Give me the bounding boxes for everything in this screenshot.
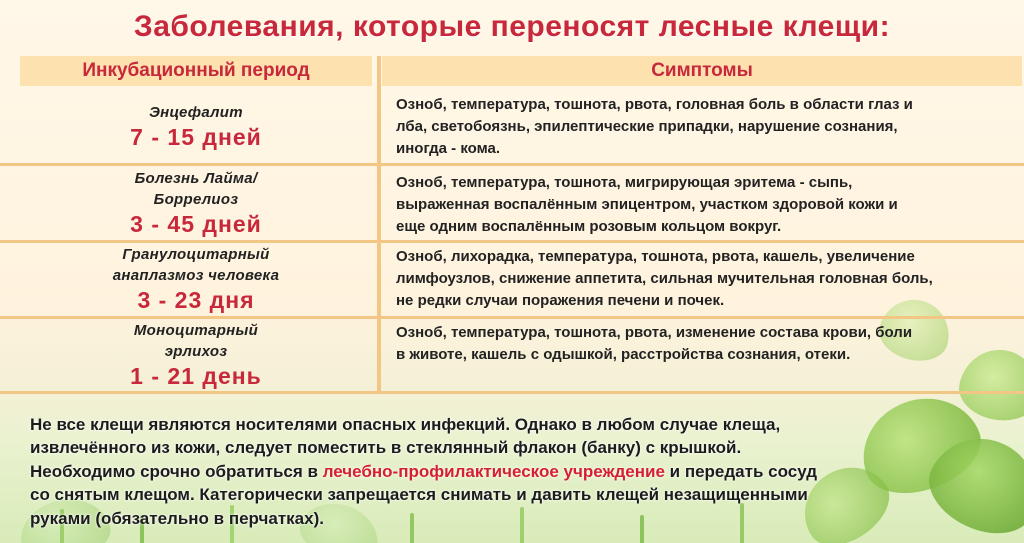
- warning-note: [30, 413, 1010, 530]
- incubation-period: 3 - 45 дней: [130, 210, 262, 237]
- symptoms-line: Озноб, температура, тошнота, мигрирующая эритема - сыпь,: [396, 174, 853, 191]
- symptoms-line: в животе, кашель с одышкой, расстройства сознания, отеки.: [396, 346, 851, 363]
- incubation-period: 3 - 23 дня: [137, 287, 255, 313]
- note-text: Необходимо срочно обратиться в: [30, 461, 323, 481]
- incubation-period: 7 - 15 дней: [130, 123, 262, 150]
- note-line: [30, 460, 1010, 483]
- symptoms-line: иногда - кома.: [396, 140, 500, 157]
- highlighted-institution: лечебно-профилактическое учреждение: [322, 461, 665, 481]
- symptoms-line: Озноб, температура, тошнота, рвота, головная боль в области глаз и: [396, 96, 913, 113]
- note-line: извлечённого из кожи, следует поместить в стеклянный флакон (банку) с крышкой.: [30, 438, 742, 458]
- column-header-symptoms: Симптомы: [382, 56, 1022, 86]
- table-row-symptoms: [396, 94, 1014, 160]
- symptoms-line: Озноб, лихорадка, температура, тошнота, рвота, кашель, увеличение: [396, 248, 915, 265]
- symptoms-line: лимфоузлов, снижение аппетита, сильная мучительная головная боль,: [396, 270, 933, 287]
- table-row-symptoms: [396, 172, 1014, 238]
- column-divider: [377, 56, 381, 393]
- symptoms-line: лба, светобоязнь, эпилептические припадки, нарушение сознания,: [396, 118, 898, 135]
- disease-name: Энцефалит: [149, 103, 243, 121]
- table-row-period: [20, 90, 372, 162]
- incubation-period: 1 - 21 день: [130, 363, 262, 389]
- note-line: со снятым клещом. Категорически запрещается снимать и давить клещей незащищенными: [30, 485, 808, 505]
- table-row-symptoms: [396, 246, 1014, 312]
- table-bottom-border: [0, 391, 1024, 394]
- note-line: Не все клещи являются носителями опасных инфекций. Однако в любом случае клеща,: [30, 415, 781, 434]
- symptoms-line: Озноб, температура, тошнота, рвота, изменение состава крови, боли: [396, 324, 913, 341]
- symptoms-line: не редки случаи поражения печени и почек.: [396, 292, 725, 309]
- disease-name: Моноцитарный эрлихоз: [133, 322, 259, 360]
- table-row-period: [20, 319, 372, 391]
- disease-name: Болезнь Лайма/ Боррелиоз: [134, 169, 258, 208]
- symptoms-line: выраженная воспалённым эпицентром, участком здоровой кожи и: [396, 196, 898, 213]
- column-header-period: Инкубационный период: [20, 56, 372, 86]
- note-line: руками (обязательно в перчатках).: [30, 508, 324, 528]
- disease-name: Гранулоцитарный анаплазмоз человека: [112, 246, 280, 284]
- table-row-symptoms: [396, 322, 1014, 366]
- note-text: и передать сосуд: [664, 461, 818, 481]
- table-row-period: [20, 243, 372, 315]
- symptoms-line: еще одним воспалённым розовым кольцом вокруг.: [396, 218, 782, 235]
- table-row-period: [20, 166, 372, 239]
- page-title: Заболевания, которые переносят лесные клещи:: [133, 10, 891, 43]
